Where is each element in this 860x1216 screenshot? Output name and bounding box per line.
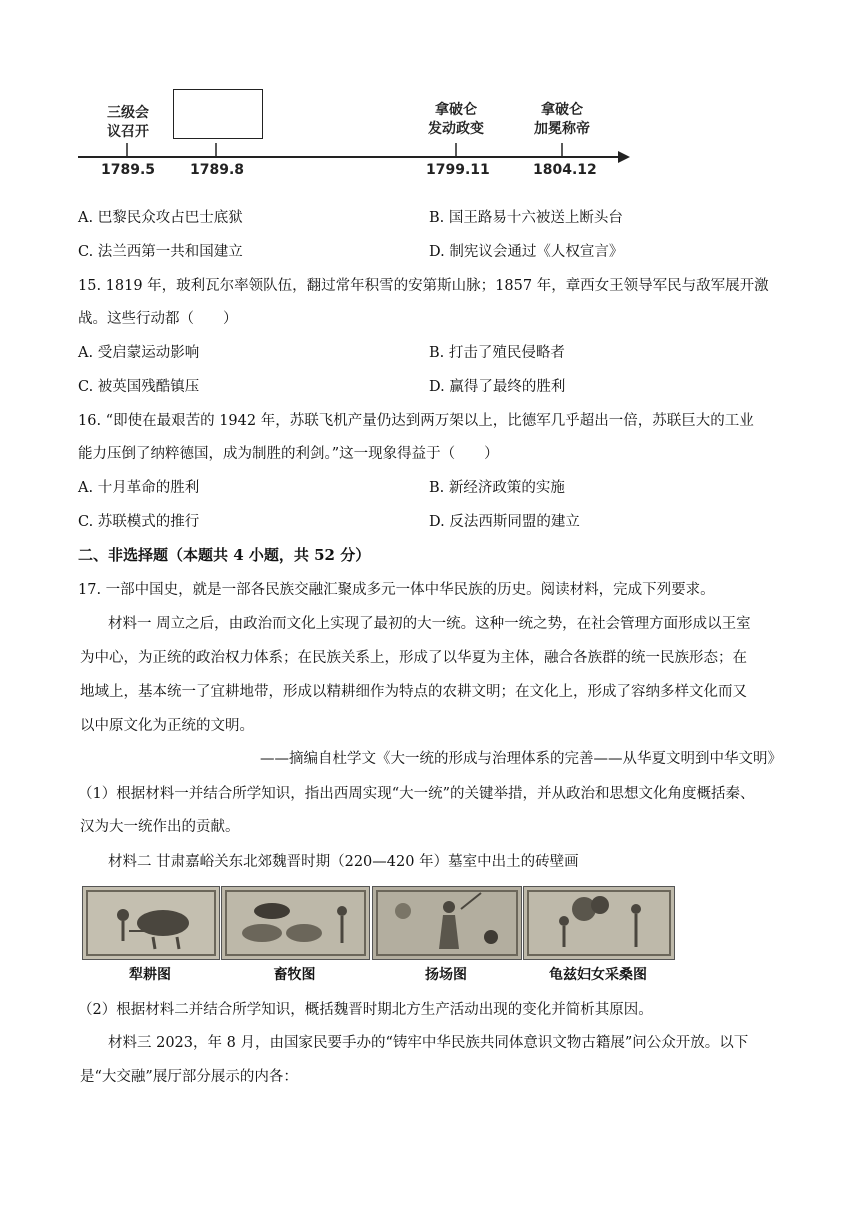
q16-option-c: C. 苏联模式的推行 xyxy=(78,514,200,530)
q15-option-b: B. 打击了殖民侵略者 xyxy=(429,345,565,361)
q17-material3-line1: 材料三 2023，年 8 月，由国家民要手办的“铸牢中华民族共同体意识文物古籍展”问公众开放。以下 xyxy=(108,1035,749,1051)
timeline-event-3-label: 拿破仑 发动政变 xyxy=(428,102,484,137)
q17-stem: 17. 一部中国史，就是一部各民族交融汇聚成多元一体中华民族的历史。阅读材料，完成下列要求。 xyxy=(78,582,715,598)
section-heading: 二、非选择题（本题共 4 小题，共 52 分） xyxy=(78,546,371,564)
q17-material1-line1: 材料一 周立之后，由政治而文化上实现了最初的大一统。这种一统之势，在社会管理方面形成以王室 xyxy=(108,616,751,632)
q17-part1-line2: 汉为大一统作出的贡献。 xyxy=(80,819,240,835)
q15-stem-line1: 15. 1819 年，玻利瓦尔率领队伍，翻过常年积雪的安第斯山脉；1857 年，章西女王领导军民与敌军展开激 xyxy=(78,278,769,294)
timeline-blank-box xyxy=(173,89,263,139)
mural-caption-2: 畜牧图 xyxy=(273,967,316,983)
q14-option-d: D. 制宪议会通过《人权宣言》 xyxy=(429,244,624,260)
mural-caption-1: 犁耕图 xyxy=(129,967,171,983)
q17-material1-source: ——摘编自杜学文《大一统的形成与治理体系的完善——从华夏文明到中华文明》 xyxy=(260,751,782,767)
q17-material1-line2: 为中心，为正统的政治权力体系；在民族关系上，形成了以华夏为主体，融合各族群的统一民族形态；在 xyxy=(80,650,747,666)
timeline-date-2: 1789.8 xyxy=(190,162,245,178)
mural-winnowing-image xyxy=(372,886,522,960)
q17-part2: （2）根据材料二并结合所学知识，概括魏晋时期北方生产活动出现的变化并简析其原因。 xyxy=(78,1002,653,1018)
q17-material2-title: 材料二 甘肃嘉峪关东北郊魏晋时期（220—420 年）墓室中出土的砖壁画 xyxy=(108,854,579,870)
mural-caption-4: 龟兹妇女采桑图 xyxy=(549,967,647,983)
q14-option-c: C. 法兰西第一共和国建立 xyxy=(78,244,243,260)
q15-stem-line2: 战。这些行动都（ ） xyxy=(78,311,238,327)
timeline-date-1: 1789.5 xyxy=(101,162,156,178)
timeline-date-3: 1799.11 xyxy=(426,162,490,178)
q16-option-a: A. 十月革命的胜利 xyxy=(78,480,200,496)
mural-caption-3: 扬场图 xyxy=(425,967,467,983)
q15-option-d: D. 赢得了最终的胜利 xyxy=(429,379,566,395)
q14-option-b: B. 国王路易十六被送上断头台 xyxy=(429,210,623,226)
q16-option-d: D. 反法西斯同盟的建立 xyxy=(429,514,580,530)
q15-option-c: C. 被英国残酷镇压 xyxy=(78,379,200,395)
mural-plowing-image xyxy=(82,886,220,960)
timeline-date-4: 1804.12 xyxy=(533,162,597,178)
q17-part1-line1: （1）根据材料一并结合所学知识，指出西周实现“大一统”的关键举措，并从政治和思想文化角度概括秦、 xyxy=(78,786,755,802)
q16-stem-line2: 能力压倒了纳粹德国，成为制胜的利剑。”这一现象得益于（ ） xyxy=(78,446,499,462)
q17-material1-line3: 地域上，基本统一了宜耕地带，形成以精耕细作为特点的农耕文明；在文化上，形成了容纳多样文化而又 xyxy=(80,684,747,700)
q14-option-a: A. 巴黎民众攻占巴士底狱 xyxy=(78,210,243,226)
q17-material3-line2: 是“大交融”展厅部分展示的内各： xyxy=(80,1069,298,1085)
timeline-event-4-label: 拿破仑 加冕称帝 xyxy=(534,102,590,137)
timeline-event-1-label: 三级会 议召开 xyxy=(107,105,149,140)
q17-material1-line4: 以中原文化为正统的文明。 xyxy=(80,718,254,734)
q15-option-a: A. 受启蒙运动影响 xyxy=(78,345,200,361)
q16-stem-line1: 16. “即使在最艰苦的 1942 年，苏联飞机产量仍达到两万架以上，比德军几乎超出一倍，苏联巨大的工业 xyxy=(78,413,754,429)
mural-mulberry-picking-image xyxy=(523,886,675,960)
q16-option-b: B. 新经济政策的实施 xyxy=(429,480,565,496)
mural-herding-image xyxy=(221,886,370,960)
